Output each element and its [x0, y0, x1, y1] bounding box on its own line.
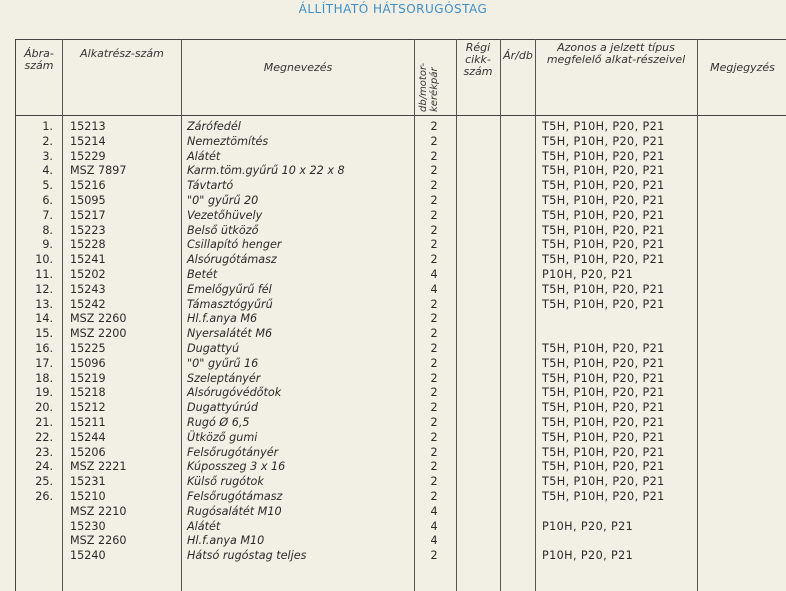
- compatible-types: T5H, P10H, P20, P21: [542, 430, 665, 444]
- compatible-types: T5H, P10H, P20, P21: [542, 297, 665, 311]
- part-name: Nemeztömítés: [187, 134, 269, 148]
- quantity: 2: [430, 371, 438, 385]
- quantity: 2: [430, 489, 438, 503]
- figure-number: 8.: [42, 223, 53, 237]
- compatible-types: T5H, P10H, P20, P21: [542, 193, 665, 207]
- figure-number: 24.: [35, 460, 53, 474]
- quantity: 4: [430, 504, 438, 518]
- table-row: [0, 505, 786, 520]
- quantity: 2: [430, 430, 438, 444]
- part-name: Alátét: [187, 519, 221, 533]
- quantity: 2: [430, 549, 438, 563]
- table-row: [0, 150, 786, 165]
- part-name: Kúposszeg 3 x 16: [187, 460, 286, 474]
- figure-number: 9.: [42, 238, 53, 252]
- compatible-types: T5H, P10H, P20, P21: [542, 134, 665, 148]
- table-row: [0, 268, 786, 283]
- quantity: 2: [430, 327, 438, 341]
- compatible-types: T5H, P10H, P20, P21: [542, 179, 665, 193]
- part-number: 15217: [70, 208, 106, 222]
- figure-number: 13.: [35, 297, 53, 311]
- quantity: 4: [430, 267, 438, 281]
- part-name: Belső ütköző: [187, 223, 259, 237]
- part-number: 15230: [70, 519, 106, 533]
- part-name: Támasztógyűrű: [187, 297, 273, 311]
- figure-number: 12.: [35, 282, 53, 296]
- quantity: 2: [430, 238, 438, 252]
- figure-number: 14.: [35, 312, 53, 326]
- compatible-types: P10H, P20, P21: [542, 549, 634, 563]
- part-name: Távtartó: [187, 179, 234, 193]
- compatible-types: T5H, P10H, P20, P21: [542, 238, 665, 252]
- table-row: [0, 209, 786, 224]
- figure-number: 2.: [42, 134, 53, 148]
- table-row: [0, 431, 786, 446]
- header-megjegyzes: Megjegyzés: [710, 61, 775, 74]
- table-row: [0, 253, 786, 268]
- part-number: 15096: [70, 356, 106, 370]
- part-number: 15231: [70, 475, 106, 489]
- quantity: 2: [430, 460, 438, 474]
- part-name: Alsórugóvédőtok: [187, 386, 282, 400]
- figure-number: 23.: [35, 445, 53, 459]
- header-abra-szam: Ábra-szám: [24, 47, 54, 72]
- table-row: [0, 520, 786, 535]
- part-number: MSZ 2260: [70, 312, 127, 326]
- quantity: 2: [430, 297, 438, 311]
- header-alkatresz-szam: Alkatrész-szám: [80, 47, 164, 60]
- compatible-types: T5H, P10H, P20, P21: [542, 282, 665, 296]
- compatible-types: T5H, P10H, P20, P21: [542, 149, 665, 163]
- quantity: 2: [430, 312, 438, 326]
- figure-number: 22.: [35, 430, 53, 444]
- table-row: [0, 446, 786, 461]
- figure-number: 11.: [35, 267, 53, 281]
- part-number: MSZ 7897: [70, 164, 127, 178]
- part-name: "0" gyűrű 16: [187, 356, 259, 370]
- part-name: "0" gyűrű 20: [187, 193, 259, 207]
- table-row: [0, 327, 786, 342]
- figure-number: 26.: [35, 489, 53, 503]
- quantity: 2: [430, 445, 438, 459]
- compatible-types: T5H, P10H, P20, P21: [542, 208, 665, 222]
- table-row: [0, 298, 786, 313]
- part-number: MSZ 2210: [70, 504, 127, 518]
- part-number: 15214: [70, 134, 106, 148]
- table-row: [0, 549, 786, 564]
- table-row: [0, 164, 786, 179]
- table-row: [0, 386, 786, 401]
- part-number: 15213: [70, 120, 106, 133]
- part-number: 15242: [70, 297, 106, 311]
- figure-number: 1.: [42, 120, 53, 133]
- quantity: 2: [430, 164, 438, 178]
- table-row: [0, 224, 786, 239]
- part-number: 15202: [70, 267, 106, 281]
- quantity: 2: [430, 208, 438, 222]
- part-number: 15244: [70, 430, 106, 444]
- figure-number: 3.: [42, 149, 53, 163]
- header-azonos: Azonos a jelzett típus megfelelő alkat-részeivel: [546, 41, 686, 66]
- quantity: 2: [430, 120, 438, 133]
- compatible-types: P10H, P20, P21: [542, 267, 634, 281]
- part-number: 15211: [70, 415, 106, 429]
- table-row: [0, 135, 786, 150]
- part-name: Felsőrugótámasz: [187, 489, 283, 503]
- compatible-types: T5H, P10H, P20, P21: [542, 460, 665, 474]
- figure-number: 19.: [35, 386, 53, 400]
- table-row: [0, 490, 786, 505]
- part-number: 15243: [70, 282, 106, 296]
- part-name: Alátét: [187, 149, 221, 163]
- figure-number: 10.: [35, 253, 53, 267]
- quantity: 2: [430, 134, 438, 148]
- quantity: 2: [430, 475, 438, 489]
- part-number: 15223: [70, 223, 106, 237]
- figure-number: 17.: [35, 356, 53, 370]
- figure-number: 5.: [42, 179, 53, 193]
- table-row: [0, 238, 786, 253]
- part-name: Zárófedél: [187, 120, 241, 133]
- part-name: Hl.f.anya M6: [187, 312, 258, 326]
- table-row: [0, 312, 786, 327]
- table-row: [0, 460, 786, 475]
- compatible-types: T5H, P10H, P20, P21: [542, 415, 665, 429]
- compatible-types: T5H, P10H, P20, P21: [542, 341, 665, 355]
- compatible-types: T5H, P10H, P20, P21: [542, 223, 665, 237]
- quantity: 4: [430, 534, 438, 548]
- quantity: 2: [430, 401, 438, 415]
- quantity: 2: [430, 356, 438, 370]
- compatible-types: T5H, P10H, P20, P21: [542, 401, 665, 415]
- table-row: [0, 416, 786, 431]
- quantity: 2: [430, 415, 438, 429]
- part-number: 15219: [70, 371, 106, 385]
- part-name: Külső rugótok: [187, 475, 264, 489]
- part-name: Emelőgyűrű fél: [187, 282, 272, 296]
- table-row: [0, 372, 786, 387]
- table-row: [0, 357, 786, 372]
- compatible-types: T5H, P10H, P20, P21: [542, 356, 665, 370]
- part-number: 15095: [70, 193, 106, 207]
- part-number: 15241: [70, 253, 106, 267]
- part-name: Ütköző gumi: [187, 430, 258, 444]
- part-name: Felsőrugótányér: [187, 445, 279, 459]
- header-regi-cikkszam: Régi cikk-szám: [463, 41, 493, 78]
- part-name: Hl.f.anya M10: [187, 534, 265, 548]
- figure-number: 7.: [42, 208, 53, 222]
- part-number: 15225: [70, 341, 106, 355]
- compatible-types: T5H, P10H, P20, P21: [542, 386, 665, 400]
- part-number: MSZ 2260: [70, 534, 127, 548]
- part-number: 15206: [70, 445, 106, 459]
- part-name: Nyersalátét M6: [187, 327, 273, 341]
- compatible-types: T5H, P10H, P20, P21: [542, 445, 665, 459]
- part-number: MSZ 2221: [70, 460, 127, 474]
- table-row: [0, 120, 786, 135]
- part-name: Betét: [187, 267, 218, 281]
- part-name: Szeleptányér: [187, 371, 261, 385]
- table-body: [0, 120, 786, 564]
- quantity: 2: [430, 341, 438, 355]
- part-name: Dugattyúrúd: [187, 401, 258, 415]
- compatible-types: T5H, P10H, P20, P21: [542, 371, 665, 385]
- part-name: Vezetőhüvely: [187, 208, 263, 222]
- quantity: 4: [430, 282, 438, 296]
- figure-number: 15.: [35, 327, 53, 341]
- part-number: 15212: [70, 401, 106, 415]
- table-row: [0, 194, 786, 209]
- part-number: 15228: [70, 238, 106, 252]
- figure-number: 20.: [35, 401, 53, 415]
- compatible-types: P10H, P20, P21: [542, 519, 634, 533]
- header-db-motor: db/motor-kerékpár: [418, 62, 440, 112]
- quantity: 2: [430, 179, 438, 193]
- quantity: 2: [430, 386, 438, 400]
- part-name: Rugó Ø 6,5: [187, 415, 250, 429]
- figure-number: 25.: [35, 475, 53, 489]
- compatible-types: T5H, P10H, P20, P21: [542, 253, 665, 267]
- table-row: [0, 534, 786, 549]
- figure-number: 18.: [35, 371, 53, 385]
- part-number: 15240: [70, 549, 106, 563]
- table-row: [0, 342, 786, 357]
- part-number: 15229: [70, 149, 106, 163]
- part-name: Rugósalátét M10: [187, 504, 282, 518]
- part-number: MSZ 2200: [70, 327, 127, 341]
- header-ar-db: Ár/db: [503, 49, 533, 62]
- part-name: Karm.töm.gyűrű 10 x 22 x 8: [187, 164, 345, 178]
- part-number: 15210: [70, 489, 106, 503]
- part-number: 15218: [70, 386, 106, 400]
- quantity: 2: [430, 193, 438, 207]
- figure-number: 4.: [42, 164, 53, 178]
- part-name: Hátsó rugóstag teljes: [187, 549, 307, 563]
- part-name: Dugattyú: [187, 341, 240, 355]
- header-megnevezes: Megnevezés: [263, 61, 333, 74]
- figure-number: 16.: [35, 341, 53, 355]
- table-row: [0, 283, 786, 298]
- compatible-types: T5H, P10H, P20, P21: [542, 489, 665, 503]
- table-row: [0, 401, 786, 416]
- part-name: Alsórugótámasz: [187, 253, 277, 267]
- header-divider: [15, 115, 786, 116]
- part-number: 15216: [70, 179, 106, 193]
- page-title: ÁLLÍTHATÓ HÁTSORUGÓSTAG: [298, 2, 488, 16]
- table-row: [0, 475, 786, 490]
- compatible-types: T5H, P10H, P20, P21: [542, 164, 665, 178]
- quantity: 4: [430, 519, 438, 533]
- table-row: [0, 179, 786, 194]
- quantity: 2: [430, 223, 438, 237]
- part-name: Csillapító henger: [187, 238, 282, 252]
- compatible-types: T5H, P10H, P20, P21: [542, 475, 665, 489]
- figure-number: 6.: [42, 193, 53, 207]
- quantity: 2: [430, 149, 438, 163]
- figure-number: 21.: [35, 415, 53, 429]
- quantity: 2: [430, 253, 438, 267]
- compatible-types: T5H, P10H, P20, P21: [542, 120, 665, 133]
